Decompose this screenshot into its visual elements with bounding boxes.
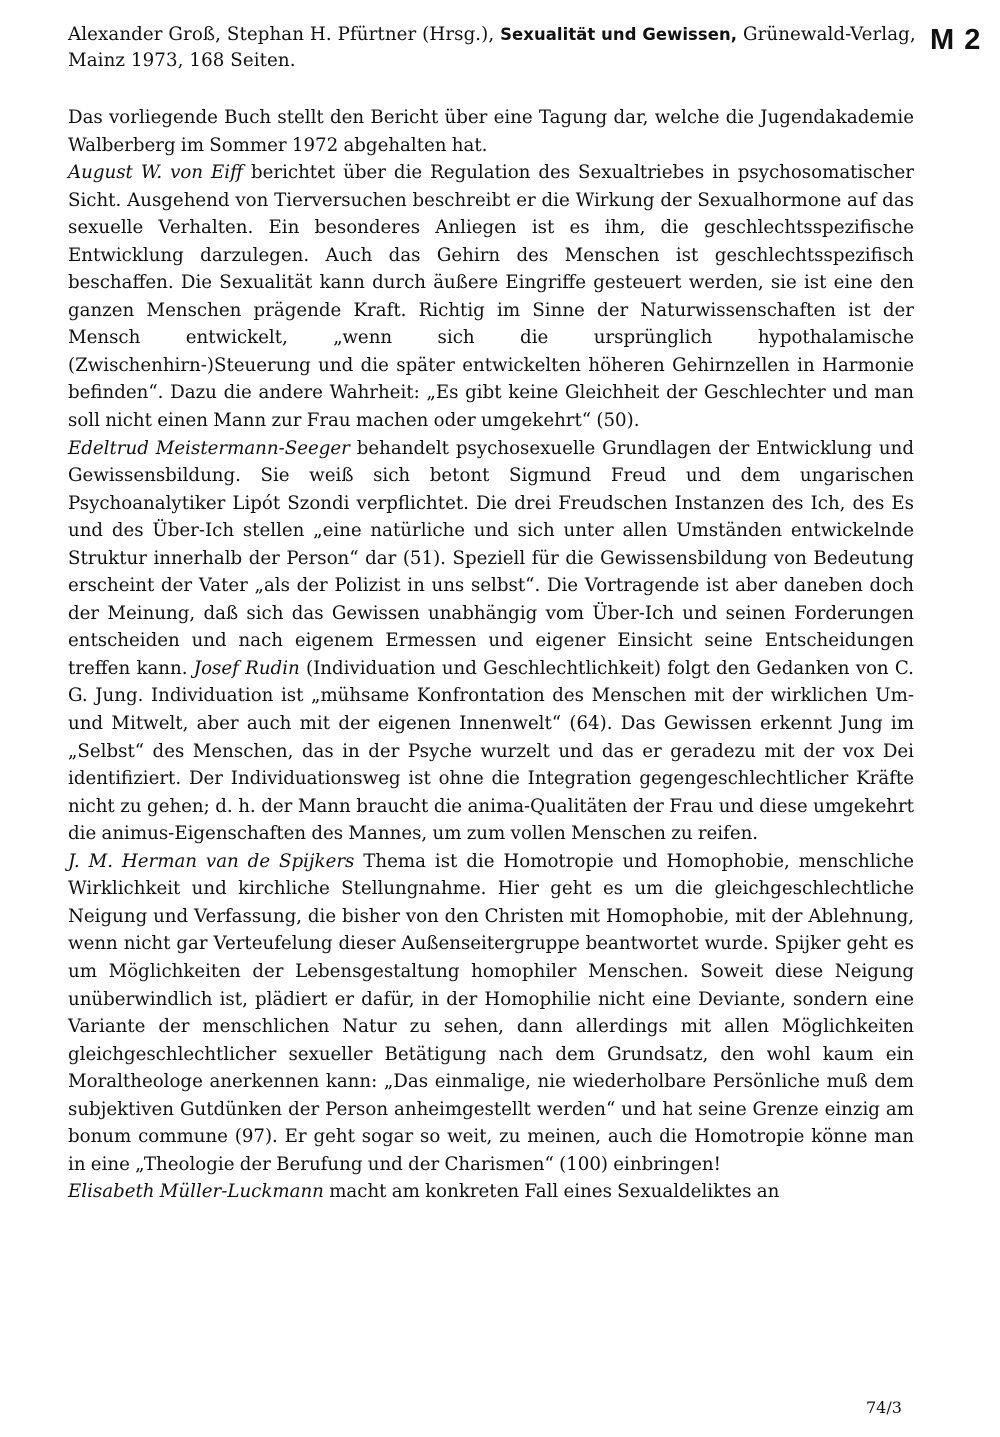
paragraph-intro [68,104,914,159]
book-authors: Alexander Groß, Stephan H. Pfürtner (Hrsg.), [68,24,495,45]
paragraph-text: (Individuation und Geschlechtlichkeit) folgt den Gedanken von C. G. Jung. Individuation ist „mühsame Konfrontation des Menschen mit der wirklichen Um- und Mitwelt, aber auch mit der eigenen Innenwelt“ (64). Das Gewissen erkennt Jung im „Selbst“ des Menschen, das in der Psyche wurzelt und das er geradezu mit der vox Dei identifiziert. Der Individuationsweg ist ohne die Integration gegengeschlechtlicher Kräfte nicht zu gehen; d. h. der Mann braucht die anima-Qualitäten der Frau und diese umgekehrt die animus-Eigenschaften des Mannes, um zum vollen Menschen zu reifen. [68,657,914,845]
paragraph-text: Das vorliegende Buch stellt den Bericht über eine Tagung dar, welche die Jugendakademie Walberberg im Sommer 1972 abgehalten hat. [68,107,914,156]
paragraph-text: behandelt psychosexuelle Grundlagen der Entwicklung und Gewissensbildung. Sie weiß sich betont Sigmund Freud und dem ungarischen Psychoanalytiker Lipót Szondi verpflichtet. Die drei Freudschen Instanzen des Ich, des Es und des Über-Ich stellen „eine natürliche und sich unter allen Umständen entwickelnde Struktur innerhalb der Person“ dar (51). Speziell für die Gewissensbildung von Bedeutung erscheint der Vater „als der Polizist in uns selbst“. Die Vortragende ist aber daneben doch der Meinung, daß sich das Gewissen unabhängig vom Über-Ich und seinen Forderungen entscheiden und nach eigenem Ermessen und eigener Einsicht seine Entscheidungen treffen kann. [68,437,914,679]
paragraph-text: Thema ist die Homotropie und Homophobie, menschliche Wirklichkeit und kirchliche Stellungnahme. Hier geht es um die gleichgeschlechtliche Neigung und Verfassung, die bisher von den Christen mit Homophobie, mit der Ablehnung, wenn nicht gar Verteufelung dieser Außenseitergruppe beantwortet wurde. Spijker geht es um Möglichkeiten der Lebensgestaltung homophiler Menschen. Soweit diese Neigung unüberwindlich ist, plädiert er dafür, in der Homophilie nicht eine Deviante, sondern eine Variante der menschlichen Natur zu sehen, dann allerdings mit allen Möglichkeiten gleichgeschlechtlicher sexueller Betätigung nach dem Grundsatz, den wohl kaum ein Moraltheologe anerkennen kann: „Das einmalige, nie wiederholbare Persönliche muß dem subjektiven Gutdünken der Person anheimgestellt werden“ und hat seine Grenze einzig am bonum commune (97). Er geht sogar so weit, zu meinen, auch die Homotropie könne man in eine „Theologie der Berufung und der Charismen“ (100) einbringen! [68,850,914,1175]
book-citation [68,22,926,74]
author-name: August W. von Eiff [68,162,243,184]
paragraph-text: berichtet über die Regulation des Sexualtriebes in psychosomatischer Sicht. Ausgehend von Tierversuchen beschreibt er die Wirkung der Sexualhormone auf das sexuelle Verhalten. Ein besonderes Anliegen ist es ihm, die geschlechtsspezifische Entwicklung darzulegen. Auch das Gehirn des Menschen ist geschlechtsspezifisch beschaffen. Die Sexualität kann durch äußere Eingriffe gesteuert werden, sie ist eine den ganzen Menschen prägende Kraft. Richtig im Sinne der Naturwissenschaften ist der Mensch entwickelt, „wenn sich die ursprünglich hypothalamische (Zwischenhirn-)Steuerung und die später entwickelten höheren Gehirnzellen in Harmonie befinden“. Dazu die andere Wahrheit: „Es gibt keine Gleichheit der Geschlechter und man soll nicht einen Mann zur Frau machen oder umgekehrt“ (50). [68,162,914,432]
author-name: Edeltrud Meistermann-Seeger [68,437,350,459]
page-number: 74/3 [866,1398,902,1417]
paragraph-spijker [68,848,914,1179]
author-name: J. M. Herman van de Spijkers [68,850,355,872]
section-tag: M 2 [930,24,982,56]
book-publisher: Grünewald-Verlag, Mainz 1973, 168 Seiten. [68,24,916,71]
paragraph-text: macht am konkreten Fall eines Sexualdeliktes an [329,1181,780,1203]
author-name: Josef Rudin [193,657,300,679]
paragraph-meistermann [68,435,914,848]
review-body [68,104,914,1206]
author-name: Elisabeth Müller-Luckmann [68,1181,324,1203]
paragraph-mueller-luckmann [68,1178,914,1206]
paragraph-eiff [68,159,914,434]
book-title: Sexualität und Gewissen, [500,25,738,44]
